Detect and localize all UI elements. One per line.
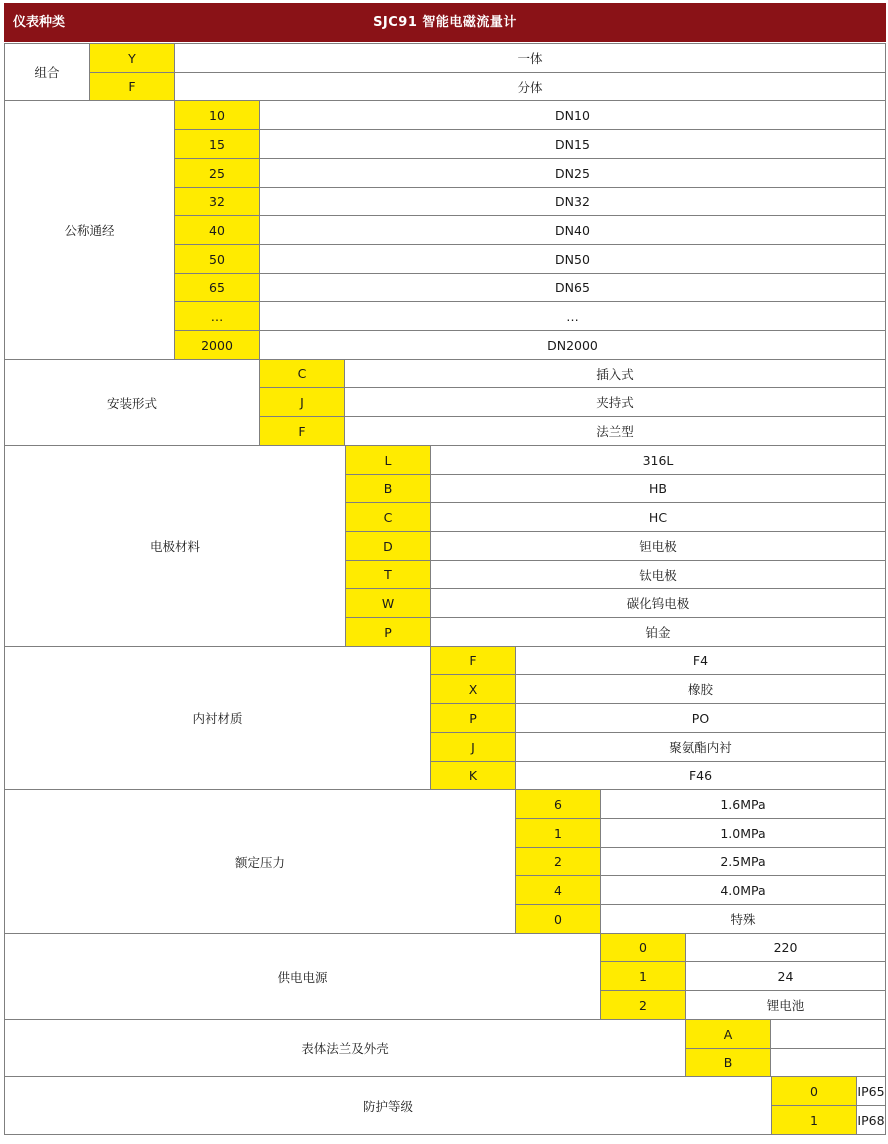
group-label: 供电电源 (4, 933, 601, 1020)
option-description: DN2000 (259, 330, 886, 360)
group-label: 内衬材质 (4, 646, 431, 790)
option-code: B (345, 474, 431, 503)
option-code: 40 (174, 215, 260, 245)
option-description: F4 (515, 646, 886, 675)
option-code: X (430, 674, 516, 704)
option-code: 25 (174, 158, 260, 188)
option-description: 1.6MPa (600, 789, 886, 819)
option-code: 0 (600, 933, 686, 962)
option-description: 法兰型 (344, 416, 886, 446)
option-description: 钛电极 (430, 560, 886, 589)
option-code: L (345, 445, 431, 475)
option-description: 插入式 (344, 359, 886, 388)
option-description: 一体 (174, 43, 886, 73)
option-description: DN65 (259, 273, 886, 302)
group-label: 表体法兰及外壳 (4, 1019, 686, 1077)
option-code: 10 (174, 100, 260, 130)
option-code: J (259, 387, 345, 417)
table-header (4, 3, 886, 42)
option-description: 碳化钨电极 (430, 588, 886, 618)
option-code: K (430, 761, 516, 790)
table-title: SJC91 智能电磁流量计 (373, 15, 517, 30)
option-description: 钽电极 (430, 531, 886, 561)
option-code: 1 (600, 961, 686, 991)
option-code: 4 (515, 875, 601, 905)
option-code: 6 (515, 789, 601, 819)
option-code: P (345, 617, 431, 647)
option-code: C (345, 502, 431, 532)
option-description: 316L (430, 445, 886, 475)
option-code: F (430, 646, 516, 675)
option-description: DN50 (259, 244, 886, 274)
option-code: A (685, 1019, 771, 1049)
option-code: 0 (515, 904, 601, 934)
header-left-label: 仪表种类 (13, 15, 66, 30)
option-description: 220 (685, 933, 886, 962)
option-description: HC (430, 502, 886, 532)
option-code: Y (89, 43, 175, 73)
option-description: DN25 (259, 158, 886, 188)
option-description: DN32 (259, 187, 886, 216)
option-description: 特殊 (600, 904, 886, 934)
option-description: 锂电池 (685, 990, 886, 1020)
option-description: 铂金 (430, 617, 886, 647)
option-description: 4.0MPa (600, 875, 886, 905)
option-description (770, 1019, 886, 1049)
option-code: 0 (771, 1076, 857, 1106)
option-description (770, 1048, 886, 1077)
option-code: 1 (515, 818, 601, 848)
option-code: 50 (174, 244, 260, 274)
option-code: D (345, 531, 431, 561)
option-code: 2 (600, 990, 686, 1020)
option-description: 24 (685, 961, 886, 991)
option-description: IP65 (856, 1076, 886, 1106)
option-code: 65 (174, 273, 260, 302)
option-code: 2 (515, 847, 601, 876)
option-description: HB (430, 474, 886, 503)
option-description: 聚氨酯内衬 (515, 732, 886, 762)
group-label: 组合 (4, 43, 90, 101)
option-code: J (430, 732, 516, 762)
option-description: DN40 (259, 215, 886, 245)
group-label: 防护等级 (4, 1076, 772, 1135)
option-description: 分体 (174, 72, 886, 101)
option-description: PO (515, 703, 886, 733)
option-description: 夹持式 (344, 387, 886, 417)
option-description: F46 (515, 761, 886, 790)
option-code: … (174, 301, 260, 331)
group-label: 电极材料 (4, 445, 346, 647)
option-code: 15 (174, 129, 260, 159)
option-code: T (345, 560, 431, 589)
option-description: 2.5MPa (600, 847, 886, 876)
option-code: F (89, 72, 175, 101)
option-code: 2000 (174, 330, 260, 360)
option-description: DN10 (259, 100, 886, 130)
option-description: 1.0MPa (600, 818, 886, 848)
option-description: IP68 (856, 1105, 886, 1135)
group-label: 公称通经 (4, 100, 175, 360)
option-code: 32 (174, 187, 260, 216)
option-code: F (259, 416, 345, 446)
option-code: 1 (771, 1105, 857, 1135)
option-code: W (345, 588, 431, 618)
option-code: B (685, 1048, 771, 1077)
option-description: … (259, 301, 886, 331)
group-label: 安装形式 (4, 359, 260, 446)
option-description: DN15 (259, 129, 886, 159)
option-code: P (430, 703, 516, 733)
option-description: 橡胶 (515, 674, 886, 704)
group-label: 额定压力 (4, 789, 516, 934)
option-code: C (259, 359, 345, 388)
